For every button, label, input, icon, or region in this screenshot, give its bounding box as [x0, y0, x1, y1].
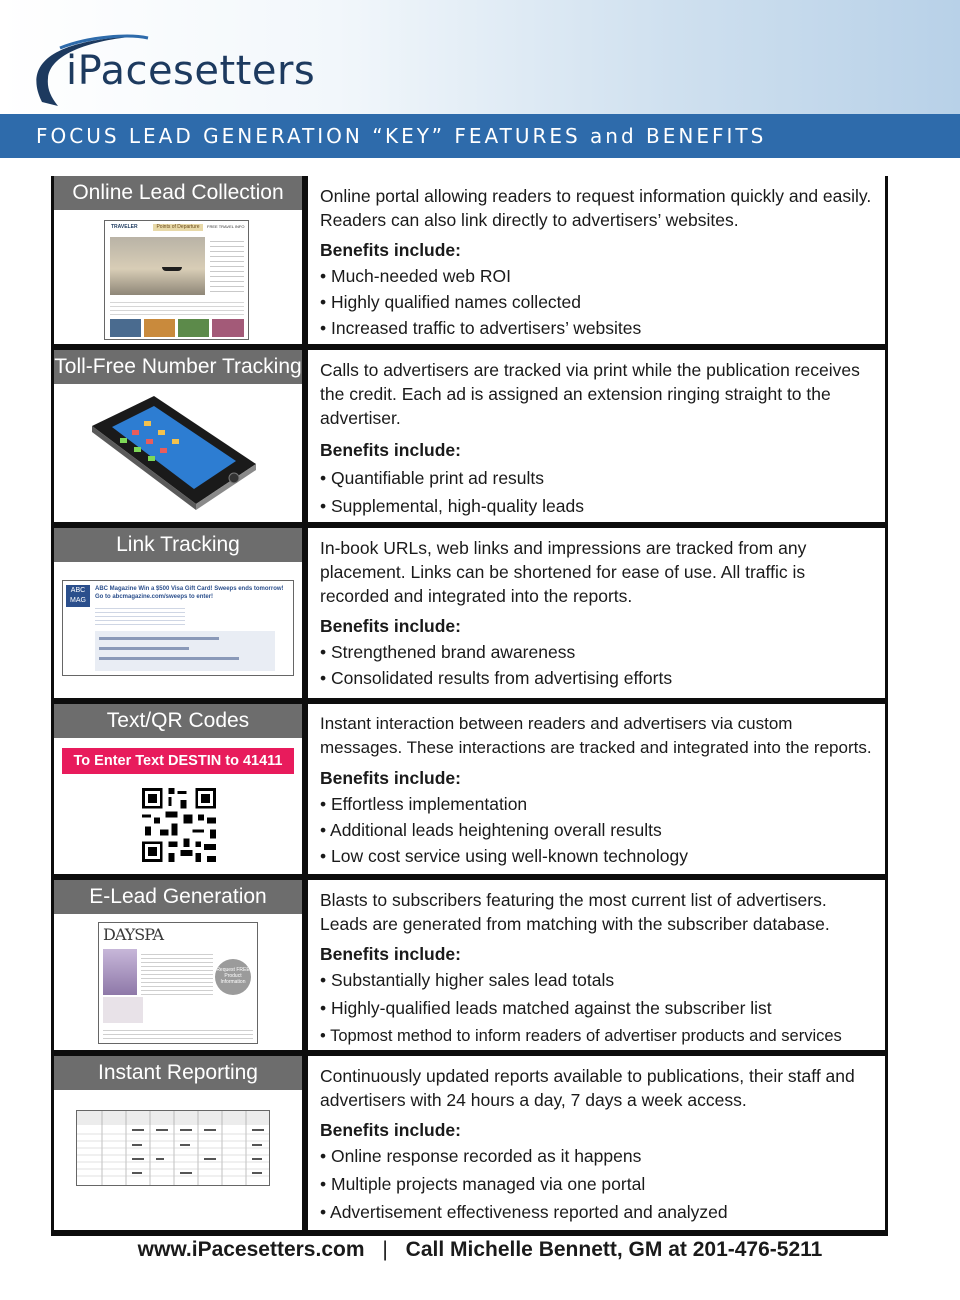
article-list: [210, 237, 244, 295]
benefits-label: Benefits include:: [320, 768, 461, 788]
newsletter-screenshot: [98, 922, 258, 1044]
newsletter-text: [141, 951, 213, 995]
screenshot-site-name: TRAVELER: [111, 224, 138, 230]
smartphone-icon: [84, 386, 264, 516]
benefit-item: • Strengthened brand awareness: [320, 640, 873, 664]
newsletter-masthead: DAYSPA: [103, 925, 164, 944]
benefit-item: • Topmost method to inform readers of advertiser products and services: [320, 1024, 873, 1048]
feature-text-cell: [308, 1056, 885, 1230]
photo-tile-2: [144, 319, 175, 337]
contact-phone[interactable]: Call Michelle Bennett, GM at 201-476-5211: [405, 1238, 823, 1261]
feature-description: Online portal allowing readers to request information quickly and easily. Readers can also link directly to advertisers’ websites.: [320, 186, 872, 230]
feature-row-online-lead-collection: [54, 176, 885, 344]
photo-tile-1: [110, 319, 141, 337]
feature-title: Text/QR Codes: [54, 704, 302, 738]
feature-visual-cell: [54, 350, 302, 522]
benefit-item: • Supplemental, high-quality leads: [320, 494, 873, 518]
brand-logo[interactable]: [30, 30, 316, 110]
benefit-item: • Advertisement effectiveness reported and analyzed: [320, 1200, 873, 1224]
benefit-item: • Online response recorded as it happens: [320, 1144, 873, 1168]
benefit-item: • Highly qualified names collected: [320, 290, 873, 314]
footer-separator: |: [382, 1238, 388, 1261]
feature-text-cell: [308, 176, 885, 344]
screenshot-banner: Points of Departure: [153, 224, 203, 231]
screenshot-tab: FREE TRAVEL INFO: [207, 224, 245, 229]
header: [0, 0, 960, 114]
social-post-screenshot: [62, 580, 294, 676]
feature-visual-cell: [54, 528, 302, 698]
benefit-item: • Low cost service using well-known technology: [320, 844, 873, 868]
benefits-label: Benefits include:: [320, 440, 461, 460]
feature-title: Toll-Free Number Tracking: [54, 350, 302, 384]
footer-contact: [0, 1238, 960, 1262]
newsletter-footer: [103, 1027, 253, 1041]
post-preview: [95, 605, 185, 627]
feature-description: Continuously updated reports available to publications, their staff and advertisers with 24 hours a day, 7 days a week access.: [320, 1066, 855, 1110]
feature-title: Instant Reporting: [54, 1056, 302, 1090]
features-table: [51, 176, 888, 1236]
benefits-label: Benefits include:: [320, 616, 461, 636]
page-title: FOCUS LEAD GENERATION “KEY” FEATURES and BENEFITS: [0, 114, 960, 158]
benefit-item: • Highly-qualified leads matched against the subscriber list: [320, 996, 873, 1020]
feature-title: Online Lead Collection: [54, 176, 302, 210]
benefits-label: Benefits include:: [320, 1120, 461, 1140]
feature-description: Instant interaction between readers and advertisers via custom messages. These interactions are tracked and integrated into the reports.: [320, 714, 872, 757]
benefit-item: • Quantifiable print ad results: [320, 466, 873, 490]
benefits-label: Benefits include:: [320, 240, 461, 260]
report-table-screenshot: [76, 1110, 270, 1186]
feature-text-cell: [308, 528, 885, 698]
comment-line-2: [99, 647, 189, 650]
feature-text-cell: [308, 350, 885, 522]
post-headline: ABC Magazine Win a $500 Visa Gift Card! Sweeps ends tomorrow! Go to abcmagazine.com/sweeps to enter!: [95, 586, 284, 600]
feature-row-link-tracking: [54, 528, 885, 698]
website-screenshot: [104, 220, 249, 340]
feature-row-e-lead-generation: [54, 880, 885, 1050]
feature-row-instant-reporting: [54, 1056, 885, 1230]
boat-silhouette: [162, 267, 182, 271]
abc-mag-logo: ABC MAG: [66, 585, 90, 607]
benefit-item: • Much-needed web ROI: [320, 264, 873, 288]
website-link[interactable]: www.iPacesetters.com: [137, 1238, 365, 1261]
feature-visual-cell: [54, 880, 302, 1050]
feature-description: In-book URLs, web links and impressions are tracked from any placement. Links can be shortened for ease of use. All traffic is recorded and integrated into the reports.: [320, 538, 807, 606]
text-code-banner: To Enter Text DESTIN to 41411: [62, 748, 294, 774]
feature-visual-cell: [54, 704, 302, 874]
article-text: [110, 299, 244, 315]
comment-line-1: [99, 637, 219, 640]
feature-text-cell: [308, 880, 885, 1050]
benefit-item: • Multiple projects managed via one portal: [320, 1172, 873, 1196]
photo-tile-3: [178, 319, 209, 337]
brand-name: iPacesetters: [66, 48, 316, 94]
model-photo: [103, 997, 143, 1023]
feature-row-toll-free-tracking: [54, 350, 885, 522]
feature-description: Calls to advertisers are tracked via print while the publication receives the credit. Each ad is assigned an extension ringing straight to the advertiser.: [320, 360, 860, 428]
feature-visual-cell: [54, 176, 302, 344]
request-badge: Request FREE Product Information: [215, 959, 251, 995]
lake-photo: [110, 237, 205, 295]
magazine-cover: [103, 949, 137, 995]
comment-line-3: [99, 657, 239, 660]
benefit-item: • Increased traffic to advertisers’ websites: [320, 316, 873, 340]
photo-tile-4: [212, 319, 244, 337]
qr-code-icon: [142, 788, 216, 862]
benefit-item: • Additional leads heightening overall results: [320, 818, 873, 842]
benefit-item: • Effortless implementation: [320, 792, 873, 816]
benefit-item: • Consolidated results from advertising efforts: [320, 666, 873, 690]
comment-area: [95, 631, 275, 671]
feature-title: Link Tracking: [54, 528, 302, 562]
feature-title: E-Lead Generation: [54, 880, 302, 914]
feature-description: Blasts to subscribers featuring the most current list of advertisers. Leads are generated from matching with the subscriber database.: [320, 890, 830, 934]
benefits-label: Benefits include:: [320, 944, 461, 964]
feature-text-cell: [308, 704, 885, 874]
feature-row-text-qr-codes: [54, 704, 885, 874]
feature-visual-cell: [54, 1056, 302, 1230]
benefit-item: • Substantially higher sales lead totals: [320, 968, 873, 992]
